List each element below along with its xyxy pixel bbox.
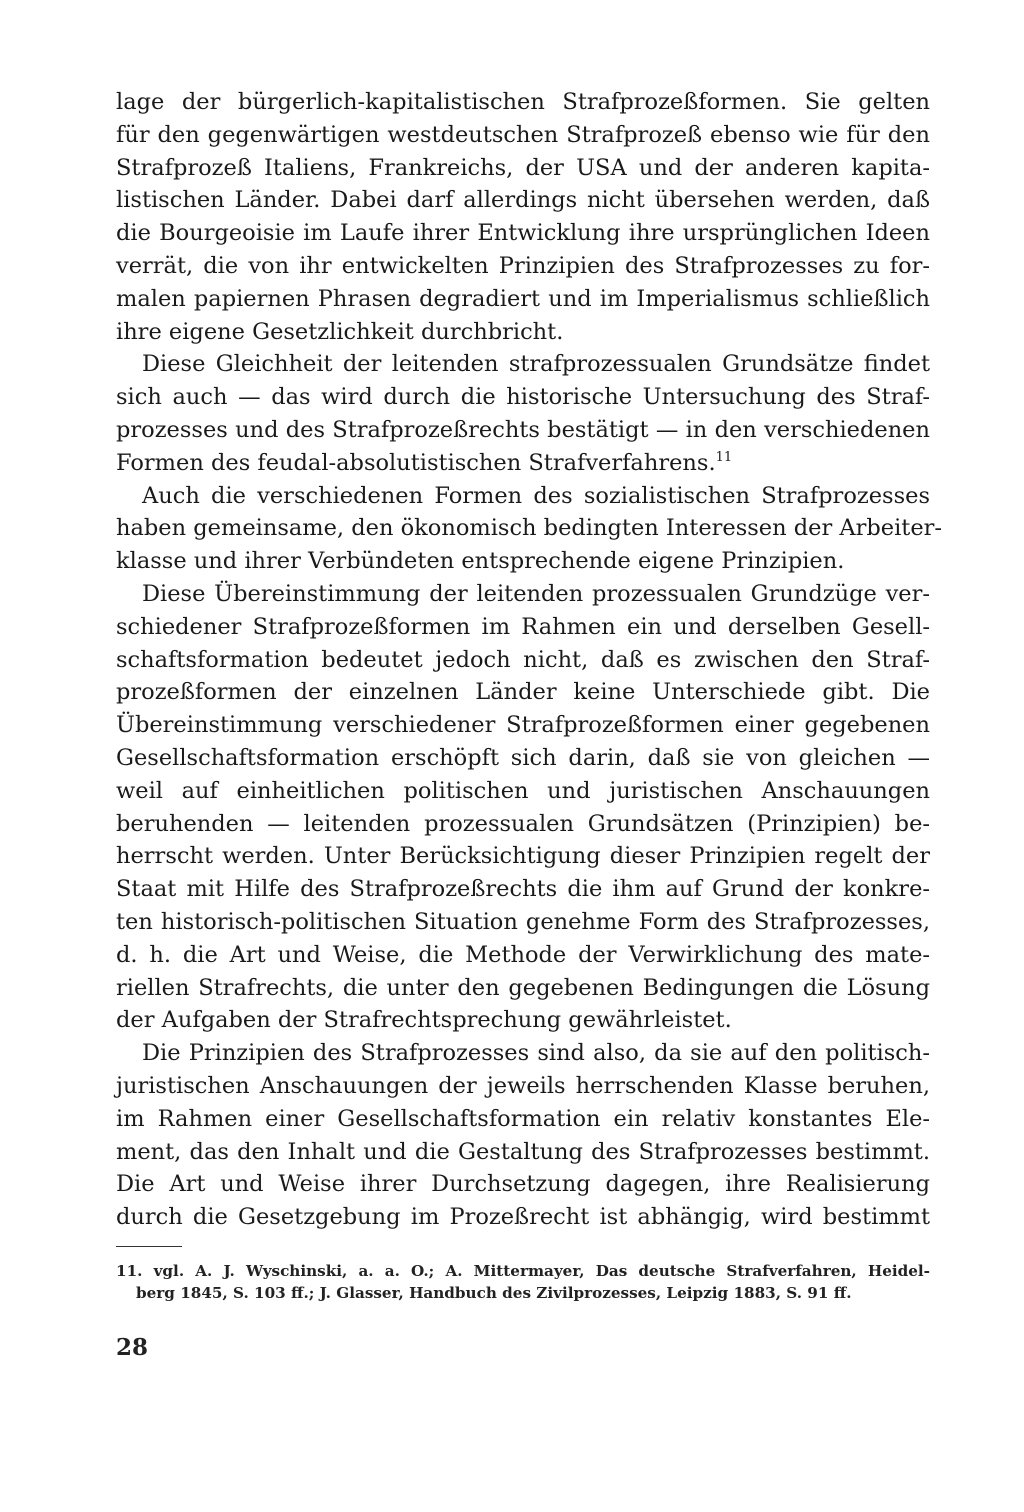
text-line: juristischen Anschauungen der jeweils herrschenden Klasse beruhen, — [116, 1072, 930, 1099]
text-line: Strafprozeß Italiens, Frankreichs, der USA und der anderen kapita- — [116, 154, 930, 181]
footnote-number: 11. — [116, 1262, 143, 1280]
main-text — [116, 86, 943, 1234]
text-line: durch die Gesetzgebung im Prozeßrecht ist abhängig, wird bestimmt — [116, 1204, 930, 1231]
text-line: im Rahmen einer Gesellschaftsformation ein relativ konstantes Ele- — [116, 1105, 930, 1132]
footnote — [116, 1260, 930, 1304]
paragraph-3 — [116, 480, 943, 578]
text-line: Die Art und Weise ihrer Durchsetzung dagegen, ihre Realisierung — [116, 1171, 930, 1198]
text-line: d. h. die Art und Weise, die Methode der Verwirklichung des mate- — [116, 941, 930, 968]
text-line: Staat mit Hilfe des Strafprozeßrechts die ihm auf Grund der konkre- — [116, 876, 930, 903]
text-line: für den gegenwärtigen westdeutschen Strafprozeß ebenso wie für den — [116, 121, 930, 148]
text-line: Übereinstimmung verschiedener Strafprozeßformen einer gegebenen — [116, 712, 930, 739]
paragraph-4 — [116, 578, 930, 1037]
text-line: schaftsformation bedeutet jedoch nicht, daß es zwischen den Straf- — [116, 646, 930, 673]
text-line: die Bourgeoisie im Laufe ihrer Entwicklung ihre ursprünglichen Ideen — [116, 220, 930, 247]
text-line: Diese Gleichheit der leitenden strafprozessualen Grundsätze findet — [142, 351, 930, 378]
text-line — [116, 447, 930, 480]
text-line: schiedener Strafprozeßformen im Rahmen ein und derselben Gesell- — [116, 613, 930, 640]
text-line: sich auch — das wird durch die historische Untersuchung des Straf- — [116, 384, 930, 411]
text-line: listischen Länder. Dabei darf allerdings nicht übersehen werden, daß — [116, 187, 930, 214]
page-number: 28 — [116, 1334, 149, 1361]
footnote-line — [116, 1260, 930, 1282]
text-line: ihre eigene Gesetzlichkeit durchbricht. — [116, 318, 564, 345]
text-line: weil auf einheitlichen politischen und juristischen Anschauungen — [116, 777, 930, 804]
text-line-content: Formen des feudal-absolutistischen Strafverfahrens. — [116, 449, 716, 476]
text-line: riellen Strafrechts, die unter den gegebenen Bedingungen die Lösung — [116, 974, 930, 1001]
text-line: ten historisch-politischen Situation genehme Form des Strafprozesses, — [116, 908, 930, 935]
text-line: Diese Übereinstimmung der leitenden prozessualen Grundzüge ver- — [142, 580, 930, 607]
text-line: Gesellschaftsformation erschöpft sich darin, daß sie von gleichen — — [116, 744, 930, 771]
text-line: Die Prinzipien des Strafprozesses sind also, da sie auf den politisch- — [142, 1040, 930, 1067]
text-line: klasse und ihrer Verbündeten entsprechende eigene Prinzipien. — [116, 548, 845, 575]
paragraph-1 — [116, 86, 930, 348]
text-line: ment, das den Inhalt und die Gestaltung des Strafprozesses bestimmt. — [116, 1138, 930, 1165]
footnote-text: vgl. A. J. Wyschinski, a. a. O.; A. Mittermayer, Das deutsche Strafverfahren, Heidel- — [153, 1262, 930, 1280]
paragraph-2 — [116, 348, 930, 479]
footnote-divider — [116, 1246, 182, 1247]
text-line: haben gemeinsame, den ökonomisch bedingten Interessen der Arbeiter- — [116, 515, 943, 542]
text-line: beruhenden — leitenden prozessualen Grundsätzen (Prinzipien) be- — [116, 810, 930, 837]
footnote-line: berg 1845, S. 103 ff.; J. Glasser, Handbuch des Zivilprozesses, Leipzig 1883, S. 91 ff. — [136, 1284, 852, 1302]
text-line: verrät, die von ihr entwickelten Prinzipien des Strafprozesses zu for- — [116, 252, 930, 279]
text-line: prozeßformen der einzelnen Länder keine Unterschiede gibt. Die — [116, 679, 930, 706]
text-line: der Aufgaben der Strafrechtsprechung gewährleistet. — [116, 1007, 732, 1034]
text-line: prozesses und des Strafprozeßrechts bestätigt — in den verschiedenen — [116, 416, 930, 443]
paragraph-5 — [116, 1037, 930, 1234]
text-line: herrscht werden. Unter Berücksichtigung dieser Prinzipien regelt der — [116, 843, 930, 870]
text-line: malen papiernen Phrasen degradiert und im Imperialismus schließlich — [116, 285, 930, 312]
text-line: lage der bürgerlich-kapitalistischen Strafprozeßformen. Sie gelten — [116, 89, 930, 115]
footnote-reference[interactable]: 11 — [715, 449, 733, 465]
text-line: Auch die verschiedenen Formen des sozialistischen Strafprozesses — [142, 482, 930, 509]
